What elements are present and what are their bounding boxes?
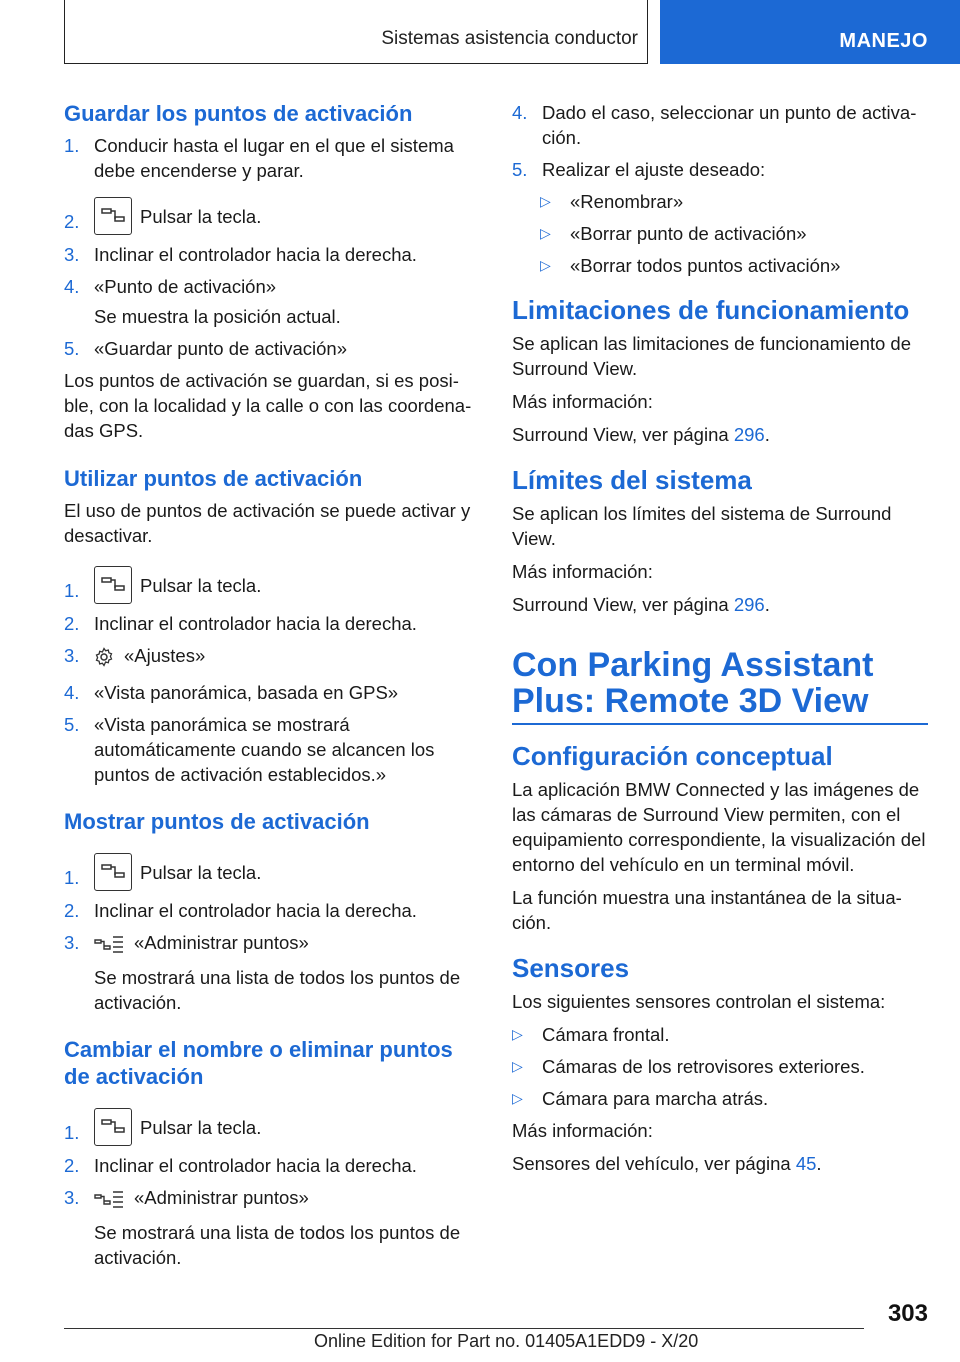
heading-limites: Límites del sistema bbox=[512, 465, 752, 495]
step-number: 5. bbox=[64, 714, 80, 735]
step-text: Inclinar el controlador hacia la derecha. bbox=[94, 244, 417, 265]
step bbox=[64, 930, 478, 960]
step bbox=[512, 100, 928, 150]
step bbox=[64, 1153, 478, 1178]
triangle-bullet-icon: ▷ bbox=[512, 1026, 523, 1042]
step-number: 5. bbox=[64, 338, 80, 359]
page-link[interactable]: 45 bbox=[795, 1153, 817, 1174]
step bbox=[64, 274, 478, 299]
step bbox=[64, 680, 478, 705]
header-section-title: Sistemas asistencia conductor bbox=[381, 28, 638, 49]
paragraph: Los siguientes sensores controlan el sistema: bbox=[512, 991, 886, 1012]
footer-edition: Online Edition for Part no. 01405A1EDD9 - X/20 bbox=[314, 1331, 699, 1351]
step-text: «Administrar puntos» bbox=[134, 1187, 309, 1208]
list-item bbox=[512, 1054, 928, 1079]
triangle-bullet-icon: ▷ bbox=[540, 257, 551, 273]
step-number: 1. bbox=[64, 135, 80, 156]
camera-view-key-icon bbox=[94, 853, 132, 891]
step bbox=[64, 712, 478, 787]
step-text: «Vista panorámica se mostrará automáticamente cuando se alcancen los puntos de activación establecidos.» bbox=[94, 714, 435, 785]
step-number: 3. bbox=[64, 645, 80, 666]
step-number: 1. bbox=[64, 1122, 80, 1143]
paragraph: La función muestra una instantánea de la situación. bbox=[512, 887, 902, 933]
list-item bbox=[512, 1086, 928, 1111]
reference bbox=[512, 422, 928, 447]
reference-text: Surround View, ver página bbox=[512, 594, 734, 615]
step bbox=[64, 643, 478, 673]
camera-list-icon bbox=[94, 1189, 124, 1215]
step-text: «Guardar punto de activación» bbox=[94, 338, 348, 359]
step bbox=[64, 611, 478, 636]
step bbox=[64, 898, 478, 923]
heading-limitaciones: Limitaciones de funcionamiento bbox=[512, 295, 910, 325]
step bbox=[64, 1185, 478, 1215]
triangle-bullet-icon: ▷ bbox=[512, 1090, 523, 1106]
chapter-rule bbox=[512, 723, 928, 725]
reference bbox=[512, 592, 928, 617]
triangle-bullet-icon: ▷ bbox=[540, 225, 551, 241]
list-item-text: Cámaras de los retrovisores exteriores. bbox=[542, 1056, 865, 1077]
camera-view-key-icon bbox=[94, 197, 132, 235]
step-text: Conducir hasta el lugar en el que el sistema debe encenderse y parar. bbox=[94, 135, 454, 181]
list-item-text: «Borrar punto de activación» bbox=[570, 223, 807, 244]
step bbox=[64, 336, 478, 361]
step bbox=[64, 1108, 478, 1146]
step-text: «Vista panorámica, basada en GPS» bbox=[94, 682, 399, 703]
list-item-text: «Renombrar» bbox=[570, 191, 684, 212]
heading-utilizar: Utilizar puntos de activación bbox=[64, 466, 363, 491]
step-text: «Administrar puntos» bbox=[134, 932, 309, 953]
list-item-text: Cámara frontal. bbox=[542, 1024, 670, 1045]
heading-mostrar: Mostrar puntos de activación bbox=[64, 809, 370, 834]
more-info-label: Más información: bbox=[512, 1120, 653, 1141]
triangle-bullet-icon: ▷ bbox=[512, 1058, 523, 1074]
step-number: 3. bbox=[64, 244, 80, 265]
step-number: 5. bbox=[512, 159, 528, 180]
paragraph: La aplicación BMW Connected y las imágenes de las cámaras de Surround View permiten, con el equipamiento correspondiente, la visualización del entorno del vehículo en un terminal móvil. bbox=[512, 779, 926, 875]
chapter-title: Con Parking Assistant Plus: Remote 3D View bbox=[512, 646, 874, 720]
heading-configuracion: Configuración conceptual bbox=[512, 741, 833, 771]
step bbox=[512, 157, 928, 182]
list-item bbox=[540, 253, 928, 278]
step-text: Realizar el ajuste deseado: bbox=[542, 159, 766, 180]
paragraph: Los puntos de activación se guardan, si es posible, con la localidad y la calle o con las coordenadas GPS. bbox=[64, 370, 472, 441]
page-link[interactable]: 296 bbox=[733, 424, 765, 445]
step-text: Pulsar la tecla. bbox=[140, 862, 262, 883]
step-text: «Ajustes» bbox=[124, 645, 206, 666]
step-number: 3. bbox=[64, 932, 80, 953]
footer-rule bbox=[64, 1328, 864, 1329]
step-text: Inclinar el controlador hacia la derecha. bbox=[94, 1155, 417, 1176]
step-number: 2. bbox=[64, 613, 80, 634]
step-text: «Punto de activación» bbox=[94, 276, 277, 297]
paragraph: Se aplican los límites del sistema de Surround View. bbox=[512, 503, 892, 549]
page-number: 303 bbox=[887, 1300, 928, 1327]
step bbox=[64, 197, 478, 235]
right-column bbox=[512, 100, 928, 1184]
step-subtext: Se muestra la posición actual. bbox=[94, 306, 341, 327]
step bbox=[64, 853, 478, 891]
camera-view-key-icon bbox=[94, 1108, 132, 1146]
list-item-text: «Borrar todos puntos activación» bbox=[570, 255, 841, 276]
heading-cambiar: Cambiar el nombre o eliminar puntos de activación bbox=[64, 1037, 453, 1089]
step-text: Pulsar la tecla. bbox=[140, 206, 262, 227]
header-chapter-tab[interactable]: MANEJO bbox=[660, 0, 960, 64]
step-number: 1. bbox=[64, 867, 80, 888]
paragraph: Se aplican las limitaciones de funcionamiento de Surround View. bbox=[512, 333, 912, 379]
more-info-label: Más información: bbox=[512, 391, 653, 412]
more-info-label: Más información: bbox=[512, 561, 653, 582]
list-item bbox=[540, 221, 928, 246]
heading-sensores: Sensores bbox=[512, 953, 630, 983]
step-number: 1. bbox=[64, 580, 80, 601]
step-subtext: Se mostrará una lista de todos los puntos de activación. bbox=[94, 1222, 461, 1268]
list-item bbox=[512, 1022, 928, 1047]
reference-text: Surround View, ver página bbox=[512, 424, 734, 445]
step-number: 4. bbox=[64, 276, 80, 297]
period: . bbox=[764, 594, 770, 615]
step-number: 2. bbox=[64, 900, 80, 921]
step bbox=[64, 566, 478, 604]
step-text: Pulsar la tecla. bbox=[140, 575, 262, 596]
step-number: 4. bbox=[512, 102, 528, 123]
heading-guardar: Guardar los puntos de activación bbox=[64, 101, 413, 126]
step bbox=[64, 242, 478, 267]
list-item-text: Cámara para marcha atrás. bbox=[542, 1088, 769, 1109]
left-column bbox=[64, 100, 478, 1277]
triangle-bullet-icon: ▷ bbox=[540, 193, 551, 209]
gear-icon bbox=[94, 647, 114, 673]
period: . bbox=[816, 1153, 822, 1174]
reference bbox=[512, 1151, 928, 1176]
paragraph: El uso de puntos de activación se puede activar y desactivar. bbox=[64, 500, 471, 546]
reference-text: Sensores del vehículo, ver página bbox=[512, 1153, 796, 1174]
step-number: 3. bbox=[64, 1187, 80, 1208]
step bbox=[64, 133, 478, 183]
step-text: Dado el caso, seleccionar un punto de activación. bbox=[542, 102, 917, 148]
page-link[interactable]: 296 bbox=[733, 594, 765, 615]
step-number: 2. bbox=[64, 1155, 80, 1176]
period: . bbox=[764, 424, 770, 445]
step-number: 2. bbox=[64, 211, 80, 232]
step-text: Pulsar la tecla. bbox=[140, 1117, 262, 1138]
step-subtext: Se mostrará una lista de todos los puntos de activación. bbox=[94, 967, 461, 1013]
step-text: Inclinar el controlador hacia la derecha. bbox=[94, 613, 417, 634]
camera-list-icon bbox=[94, 934, 124, 960]
step-text: Inclinar el controlador hacia la derecha. bbox=[94, 900, 417, 921]
step-number: 4. bbox=[64, 682, 80, 703]
list-item bbox=[540, 189, 928, 214]
camera-view-key-icon bbox=[94, 566, 132, 604]
